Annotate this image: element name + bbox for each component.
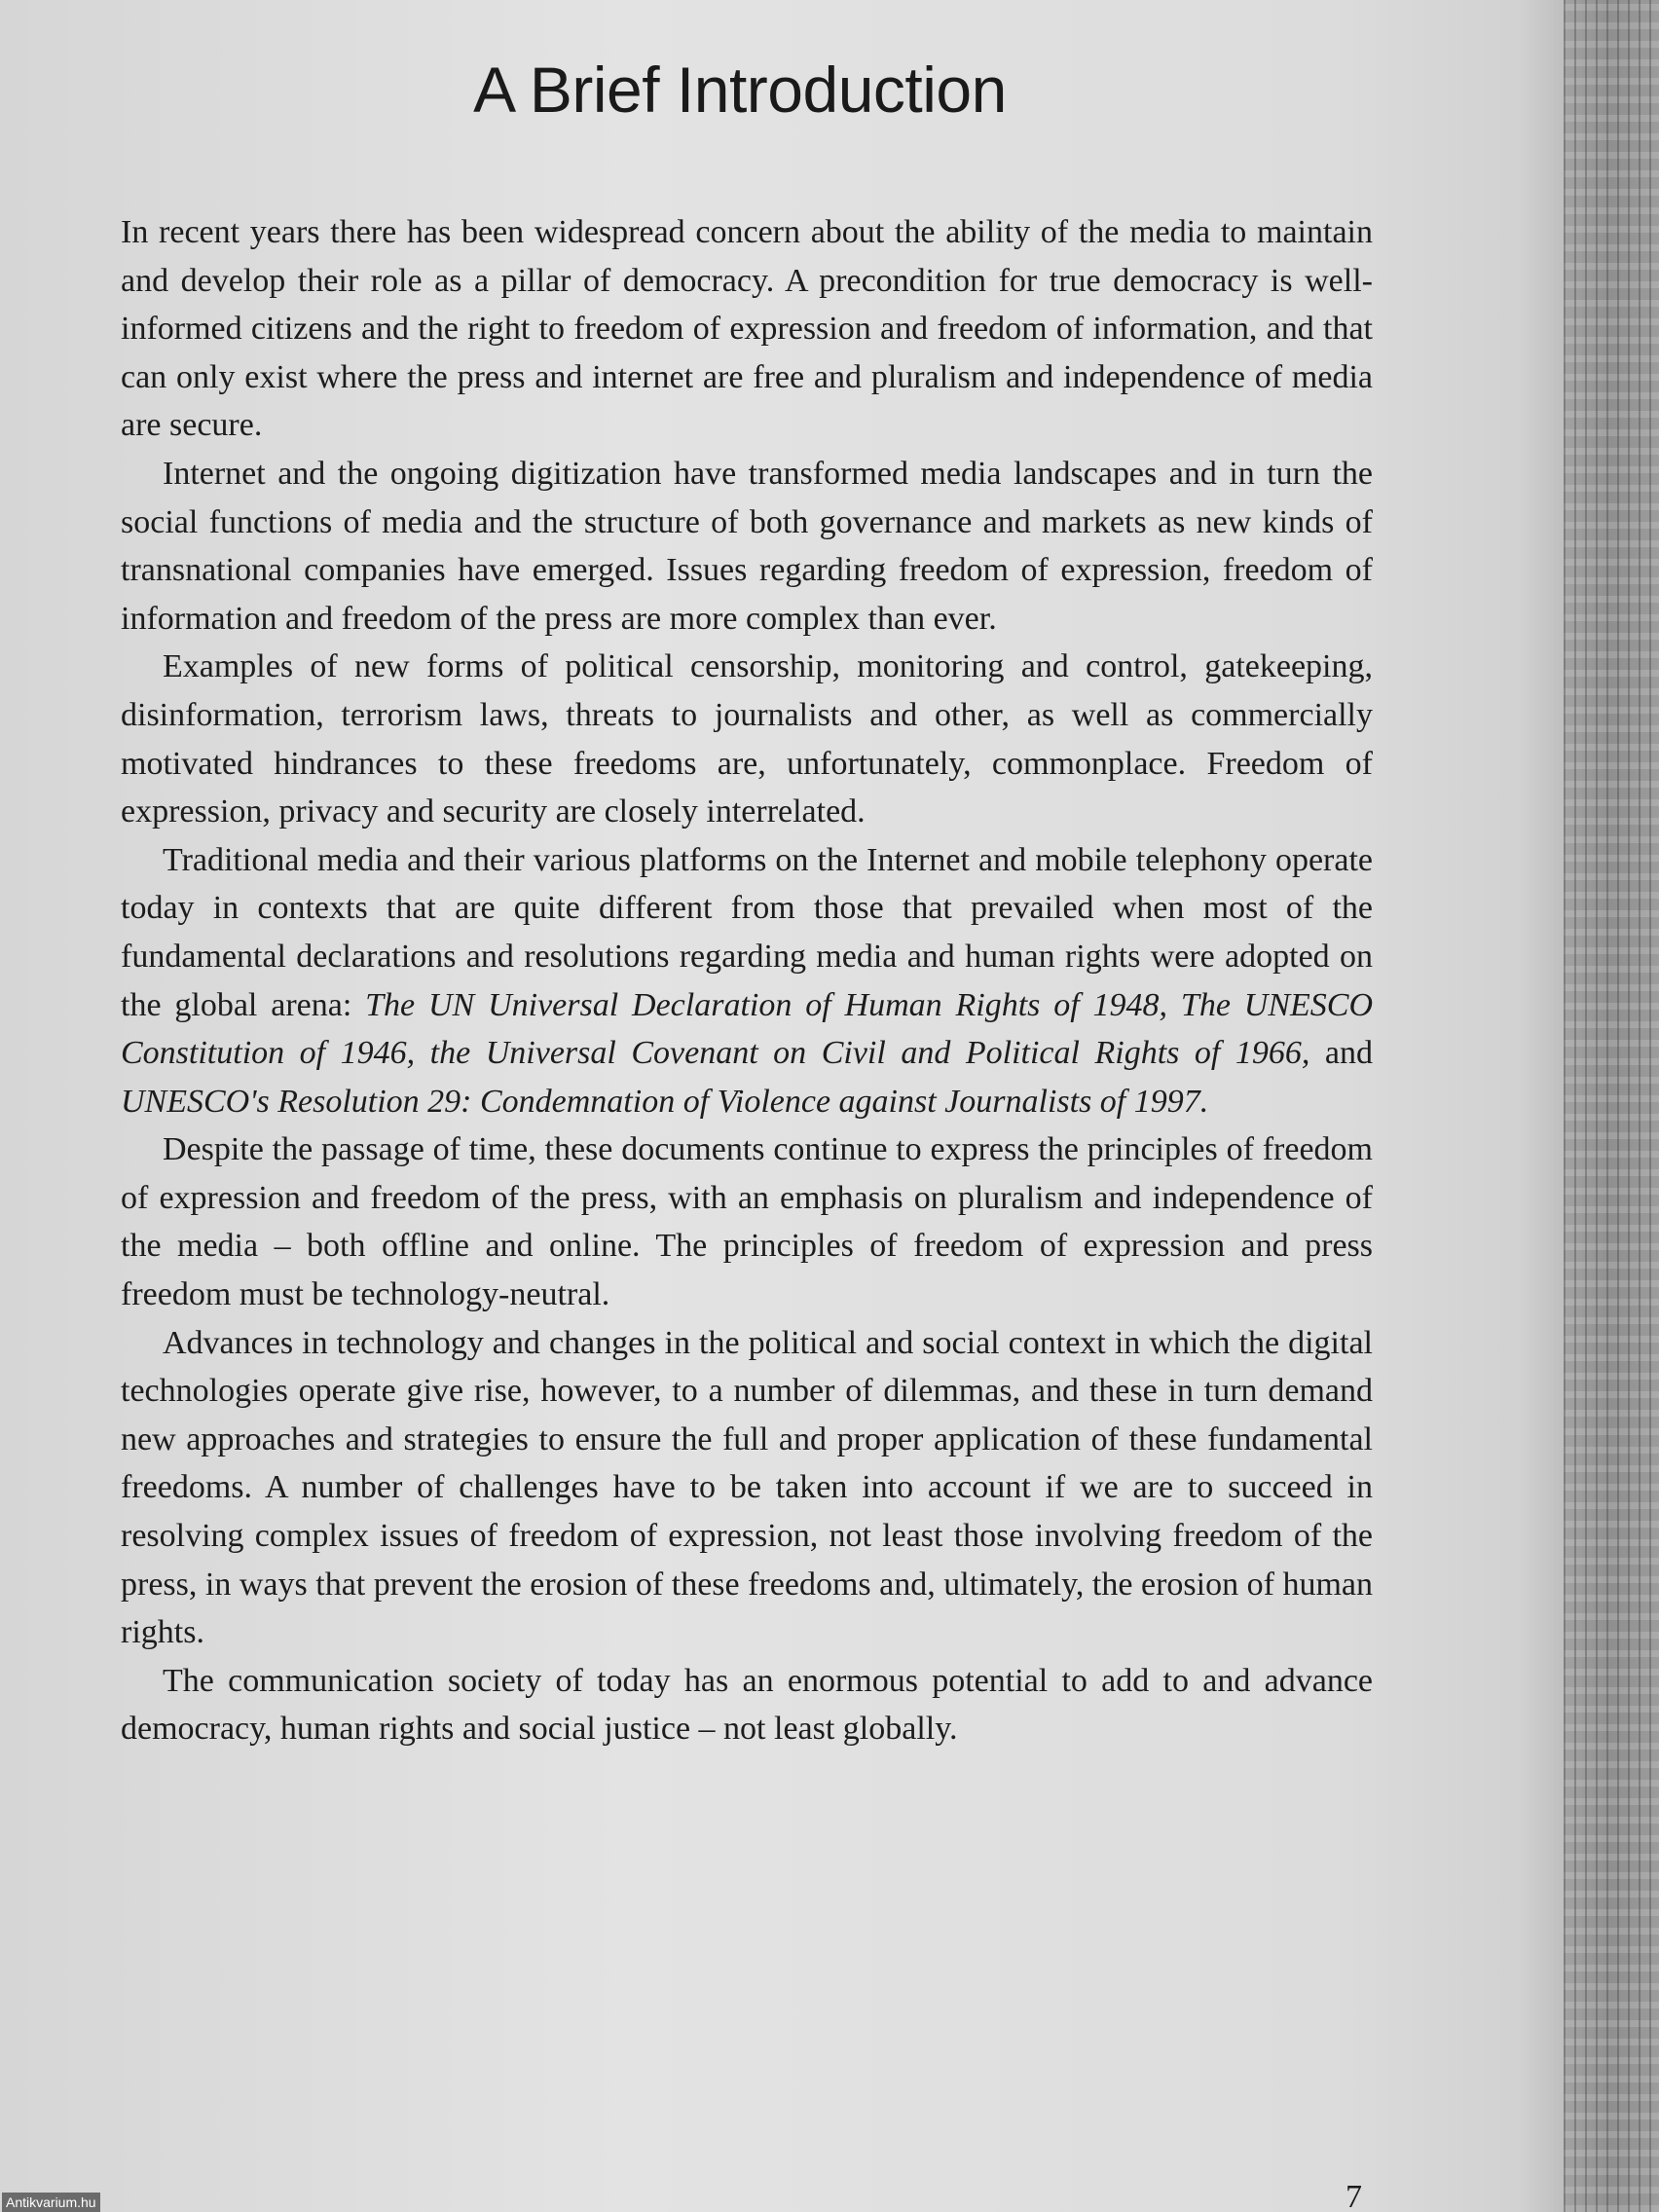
page-number: 7 <box>1346 2179 1362 2212</box>
paragraph-7: The communication society of today has an enormous potential to add to and advance democracy, human rights and social justice – not least globally. <box>121 1662 1373 1748</box>
watermark: Antikvarium.hu <box>2 2193 100 2212</box>
paragraph-6: Advances in technology and changes in the political and social context in which the digital technologies operate give rise, however, to a number of dilemmas, and these in turn demand new approaches and strategies to ensure the full and proper application of these fundamental freedoms. A number of challenges have to be taken into account if we are to succeed in resolving complex issues of freedom of expression, not least those involving freedom of the press, in ways that prevent the erosion of these freedoms and, ultimately, the erosion of human rights. <box>121 1324 1373 1651</box>
document-title-resolution-29: UNESCO's Resolution 29: Condemnation of Violence against Journalists of 1997. <box>121 1083 1209 1120</box>
page-edge-shadow <box>1519 0 1564 2212</box>
background-surface <box>1564 0 1659 2212</box>
paragraph-3: Examples of new forms of political censorship, monitoring and control, gatekeeping, disinformation, terrorism laws, threats to journalists and other, as well as commercially motivated hindrances to these freedoms are, unfortunately, commonplace. Freedom of expression, privacy and security are closely interrelated. <box>121 648 1373 830</box>
paragraph-4 <box>121 836 1373 1126</box>
document-title-unesco-constitution: The UNESCO Constitution of 1946, the Universal Covenant on Civil and Political Rights of 1966, <box>121 986 1373 1072</box>
document-title-udhr: The UN Universal Declaration of Human Rights of 1948, <box>365 986 1168 1023</box>
paragraph-2: Internet and the ongoing digitization have transformed media landscapes and in turn the social functions of media and the structure of both governance and markets as new kinds of transnational companies have emerged. Issues regarding freedom of expression, freedom of information and freedom of the press are more complex than ever. <box>121 455 1373 637</box>
page-title: A Brief Introduction <box>473 54 1007 126</box>
paragraph-4-and: and <box>1309 1035 1373 1072</box>
paragraph-5: Despite the passage of time, these documents continue to express the principles of freedom of expression and freedom of the press, with an emphasis on pluralism and independence of the media – both offline and online. The principles of freedom of expression and press freedom must be technology-neutral. <box>121 1131 1373 1313</box>
body-text <box>121 208 1373 1753</box>
paragraph-1: In recent years there has been widespread concern about the ability of the media to maintain and develop their role as a pillar of democracy. A precondition for true democracy is well-informed citizens and the right to freedom of expression and freedom of information, and that can only exist where the press and internet are free and pluralism and independence of media are secure. <box>121 214 1373 444</box>
paragraph-4-intro: Traditional media and their various platforms on the Internet and mobile telephony operate today in contexts that are quite different from those that prevailed when most of the fundamental declarations and resolutions regarding media and human rights were adopted on the global arena: <box>121 841 1373 1023</box>
